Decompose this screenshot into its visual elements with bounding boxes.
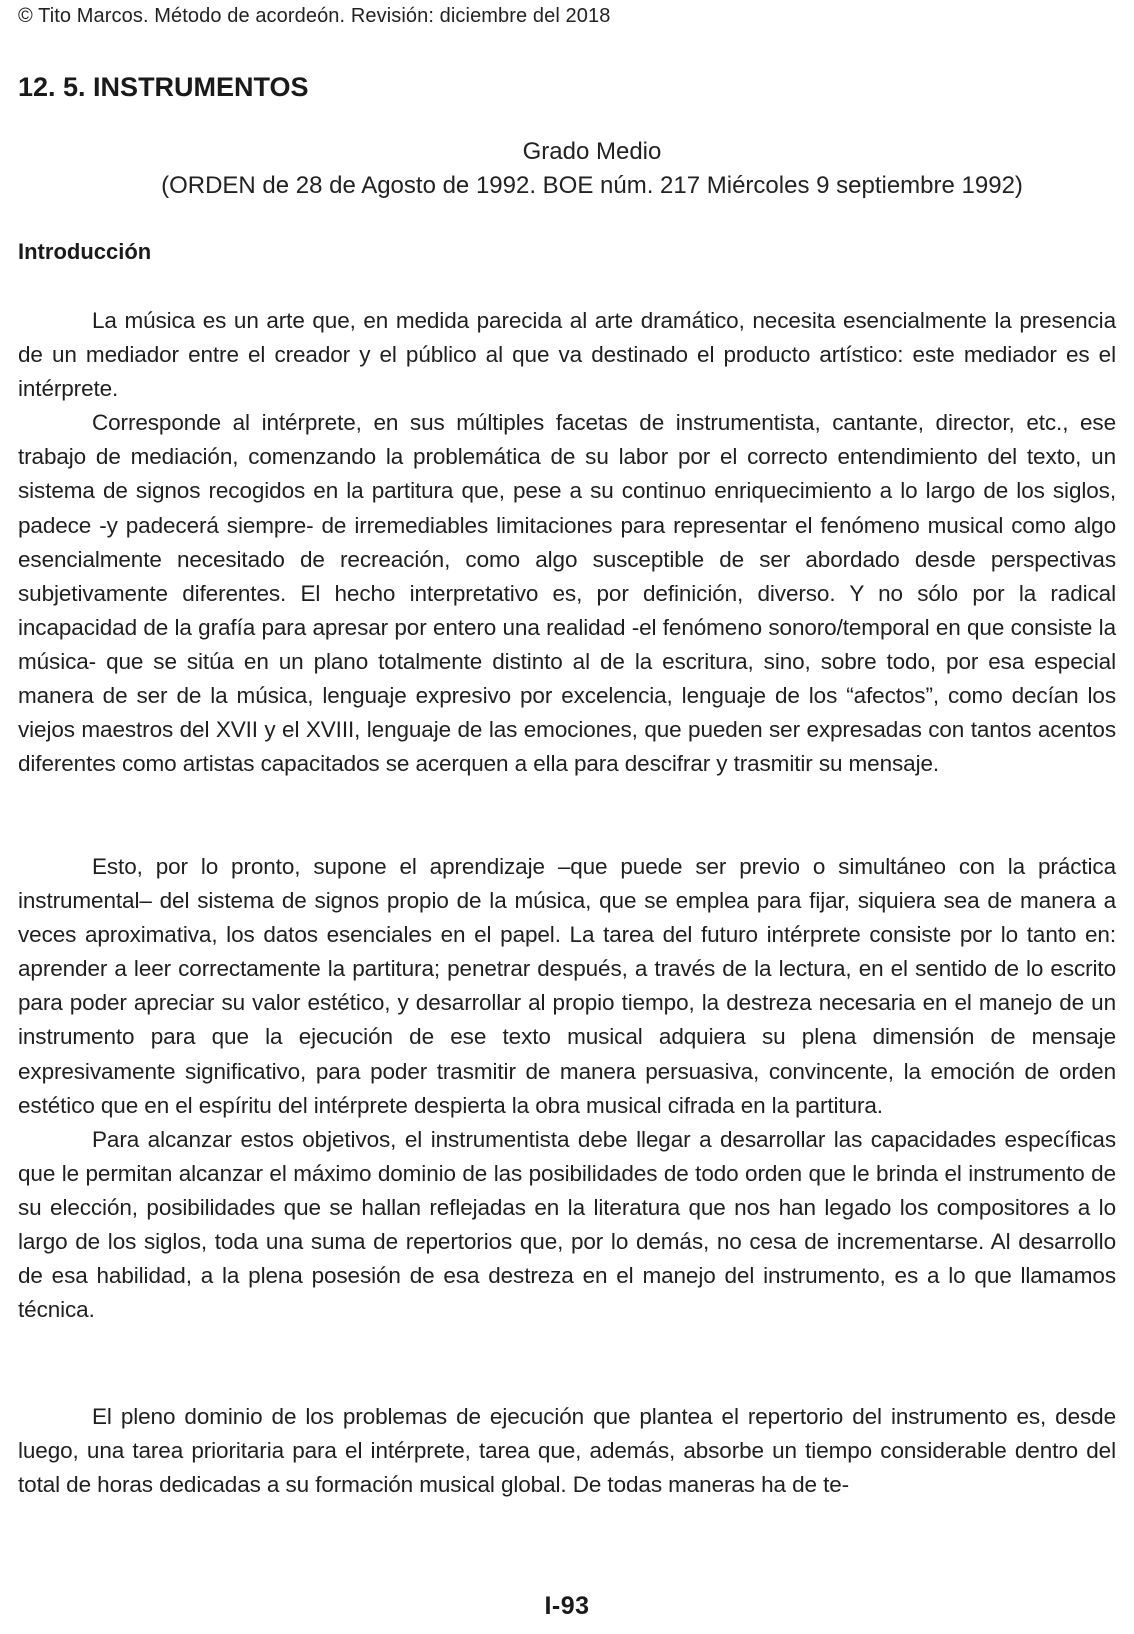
page-number: I-93 [544,1592,590,1620]
text-block [18,850,1116,1327]
text-block [18,304,1116,781]
paragraph: El pleno dominio de los problemas de ejecución que plantea el repertorio del instrumento es, desde luego, una tarea prioritaria para el intérprete, tarea que, además, absorbe un tiempo considerable dentro del total de horas dedicadas a su formación musical global. De todas maneras ha de te- [18,1404,1116,1498]
paragraph: Corresponde al intérprete, en sus múltiples facetas de instrumentista, cantante, director, etc., ese trabajo de mediación, comenzando la problemática de su labor por el correcto entendimiento del texto, un sistema de signos recogidos en la partitura que, pese a su continuo enriquecimiento a lo largo de los siglos, padece -y padecerá siempre- de irremediables limitaciones para representar el fenómeno musical como algo esencialmente necesitado de recreación, como algo susceptible de ser abordado desde perspectivas subjetivamente diferentes. El hecho interpretativo es, por definición, diverso. Y no sólo por la radical incapacidad de la grafía para apresar por entero una realidad -el fenómeno sonoro/temporal en que consiste la música- que se sitúa en un plano totalmente distinto al de la escritura, sino, sobre todo, por esa especial manera de ser de la música, lenguaje expresivo por excelencia, lenguaje de los “afectos”, como decían los viejos maestros del XVII y el XVIII, lenguaje de las emociones, que pueden ser expresadas con tantos acentos diferentes como artistas capacitados se acerquen a ella para descifrar y trasmitir su mensaje. [18,410,1116,777]
intro-heading: Introducción [18,239,152,264]
section-title: 12. 5. INSTRUMENTOS [18,72,309,102]
paragraph: La música es un arte que, en medida parecida al arte dramático, necesita esencialmente la presencia de un mediador entre el creador y el público al que va destinado el producto artístico: este mediador es el intérprete. [18,308,1116,402]
copyright-header: © Tito Marcos. Método de acordeón. Revisión: diciembre del 2018 [18,5,611,27]
paragraph: Para alcanzar estos objetivos, el instrumentista debe llegar a desarrollar las capacidades específicas que le permitan alcanzar el máximo dominio de las posibilidades de todo orden que le brinda el instrumento de su elección, posibilidades que se hallan reflejadas en la literatura que nos han legado los compositores a lo largo de los siglos, toda una suma de repertorios que, por lo demás, no cesa de incrementarse. Al desarrollo de esa habilidad, a la plena posesión de esa destreza en el manejo del instrumento, es a lo que llamamos técnica. [18,1126,1116,1323]
grade-level: Grado Medio [522,138,662,165]
text-block [18,1400,1116,1502]
grade-order-reference: (ORDEN de 28 de Agosto de 1992. BOE núm. 217 Miércoles 9 septiembre 1992) [161,172,1023,199]
paragraph: Esto, por lo pronto, supone el aprendizaje –que puede ser previo o simultáneo con la práctica instrumental– del sistema de signos propio de la música, que se emplea para fijar, siquiera sea de manera a veces aproximativa, los datos esenciales en el papel. La tarea del futuro intérprete consiste por lo tanto en: aprender a leer correctamente la partitura; penetrar después, a través de la lectura, en el sentido de lo escrito para poder apreciar su valor estético, y desarrollar al propio tiempo, la destreza necesaria en el manejo de un instrumento para que la ejecución de ese texto musical adquiera su plena dimensión de mensaje expresivamente significativo, para poder trasmitir de manera persuasiva, convincente, la emoción de orden estético que en el espíritu del intérprete despierta la obra musical cifrada en la partitura. [18,854,1116,1118]
